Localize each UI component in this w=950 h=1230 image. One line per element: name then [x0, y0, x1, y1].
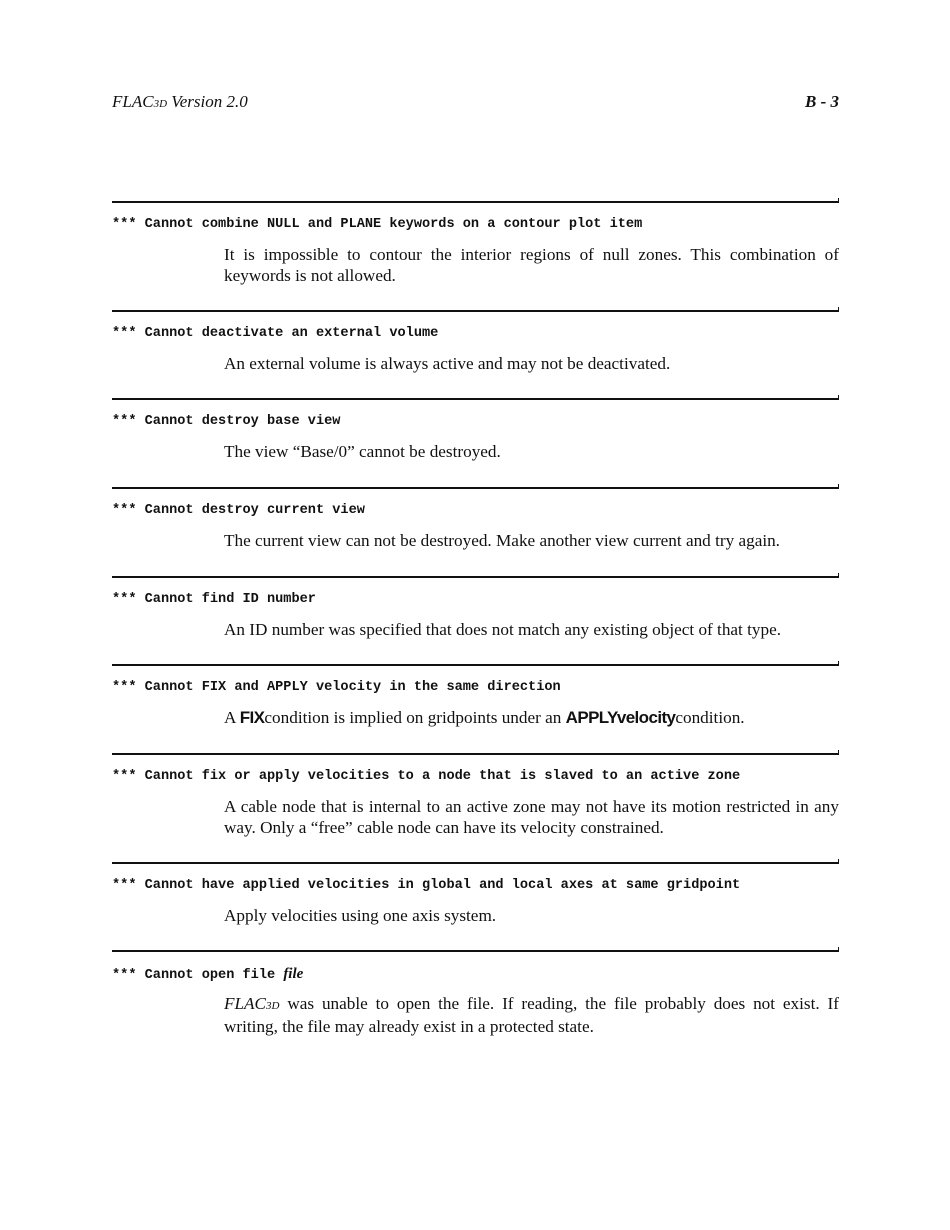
error-message: *** Cannot fix or apply velocities to a node that is slaved to an active zone	[112, 769, 741, 784]
file-argument: file	[283, 966, 304, 982]
error-description: An ID number was specified that does not match any existing object of that type.	[224, 620, 782, 639]
error-message: *** Cannot find ID number	[112, 592, 316, 607]
divider	[112, 950, 839, 952]
error-description: An external volume is always active and may not be deactivated.	[224, 354, 671, 373]
error-message: *** Cannot destroy base view	[112, 414, 341, 429]
divider	[112, 576, 839, 578]
keyword-fix: FIX	[239, 708, 265, 727]
divider	[112, 487, 839, 489]
error-description: The current view can not be destroyed. Make another view current and try again.	[224, 531, 780, 550]
divider	[112, 753, 839, 755]
keyword-apply: APPLY	[565, 708, 617, 727]
error-message: *** Cannot open file file	[112, 966, 304, 983]
divider	[112, 398, 839, 400]
divider	[112, 201, 839, 203]
keyword-velocity: velocity	[616, 708, 676, 727]
divider	[112, 862, 839, 864]
divider	[112, 664, 839, 666]
error-message: *** Cannot deactivate an external volume	[112, 326, 439, 341]
error-message: *** Cannot destroy current view	[112, 503, 365, 518]
error-message: *** Cannot FIX and APPLY velocity in the same direction	[112, 680, 561, 695]
error-message: *** Cannot have applied velocities in global and local axes at same gridpoint	[112, 878, 741, 893]
error-description: A FIXcondition is implied on gridpoints under an APPLYvelocitycondition.	[224, 708, 745, 727]
error-description: FLAC3D was unable to open the file. If reading, the file probably does not exist. If writing, the file may already exist in a protected state.	[224, 994, 839, 1036]
error-message: *** Cannot combine NULL and PLANE keywords on a contour plot item	[112, 217, 643, 232]
document-title: FLAC3D Version 2.0	[112, 92, 248, 111]
page-number: B - 3	[805, 92, 839, 111]
error-description: It is impossible to contour the interior regions of null zones. This combination of keywords is not allowed.	[224, 245, 839, 285]
page-header	[112, 92, 839, 116]
error-description: The view “Base/0” cannot be destroyed.	[224, 442, 501, 461]
error-description: A cable node that is internal to an active zone may not have its motion restricted in any way. Only a “free” cable node can have its velocity constrained.	[224, 797, 839, 837]
error-description: Apply velocities using one axis system.	[224, 906, 497, 925]
divider	[112, 310, 839, 312]
